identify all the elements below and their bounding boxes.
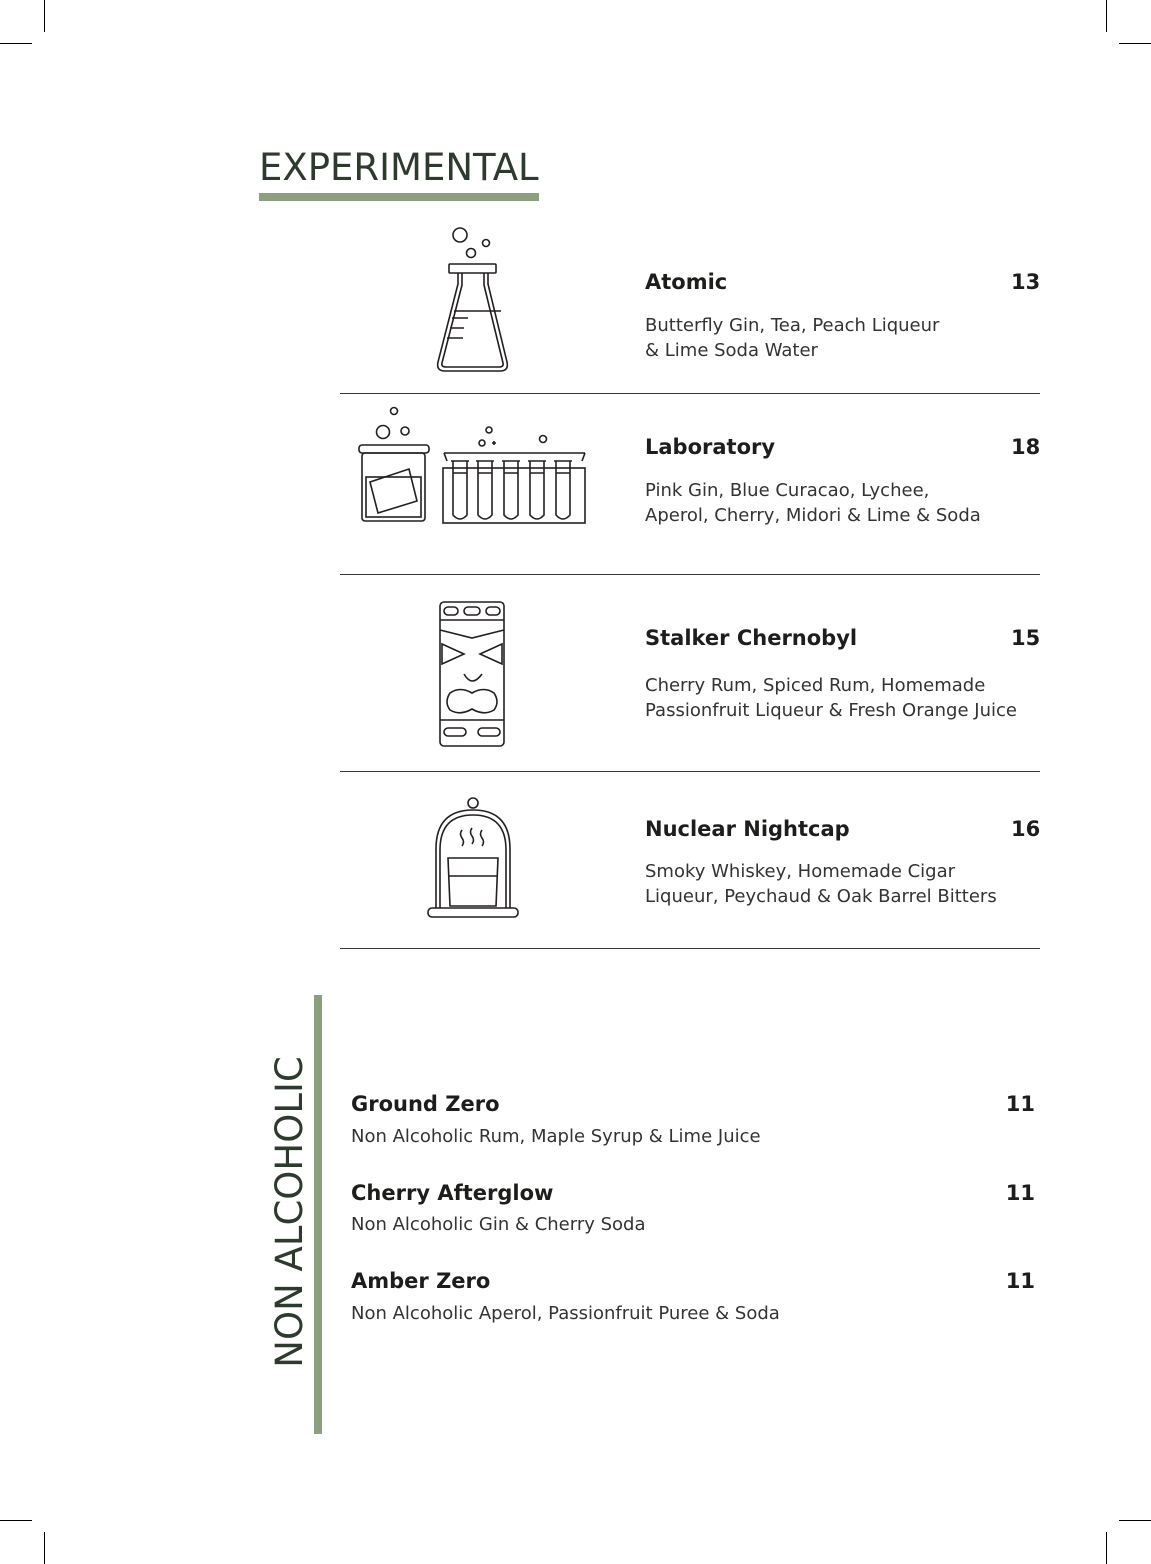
item-price-stalker-chernobyl: 15 — [1011, 626, 1041, 650]
item-desc-laboratory — [645, 478, 981, 528]
item-desc-line: & Lime Soda Water — [645, 340, 818, 361]
item-desc-ground-zero: Non Alcoholic Rum, Maple Syrup & Lime Juice — [351, 1126, 761, 1147]
crop-mark — [1106, 0, 1107, 32]
item-desc-line: Butterfly Gin, Tea, Peach Liqueur — [645, 315, 940, 336]
section-title-experimental: EXPERIMENTAL — [259, 146, 539, 189]
item-price-nuclear-nightcap: 16 — [1011, 817, 1041, 841]
item-desc-line: Liqueur, Peychaud & Oak Barrel Bitters — [645, 886, 997, 907]
item-price-amber-zero: 11 — [1005, 1269, 1035, 1293]
item-name-cherry-afterglow: Cherry Afterglow — [351, 1181, 554, 1205]
crop-mark — [0, 43, 32, 44]
crop-mark — [1119, 43, 1151, 44]
flask-icon — [430, 222, 520, 377]
item-price-ground-zero: 11 — [1005, 1092, 1035, 1116]
section-accent-bar — [314, 995, 322, 1434]
item-desc-cherry-afterglow: Non Alcoholic Gin & Cherry Soda — [351, 1214, 646, 1235]
item-desc-line: Passionfruit Liqueur & Fresh Orange Juice — [645, 700, 1017, 721]
item-name-laboratory: Laboratory — [645, 435, 776, 459]
item-desc-stalker-chernobyl — [645, 673, 1017, 723]
section-title-non-alcoholic: NON ALCOHOLIC — [268, 1056, 311, 1368]
item-name-stalker-chernobyl: Stalker Chernobyl — [645, 626, 858, 650]
crop-mark — [44, 0, 45, 32]
item-desc-line: Smoky Whiskey, Homemade Cigar — [645, 861, 956, 882]
item-desc-line: Cherry Rum, Spiced Rum, Homemade — [645, 675, 986, 696]
item-name-ground-zero: Ground Zero — [351, 1092, 500, 1116]
item-desc-nuclear-nightcap — [645, 859, 997, 909]
row-divider — [340, 948, 1040, 949]
crop-mark — [44, 1532, 45, 1564]
item-price-atomic: 13 — [1011, 270, 1041, 294]
item-name-atomic: Atomic — [645, 270, 728, 294]
item-desc-line: Aperol, Cherry, Midori & Lime & Soda — [645, 505, 981, 526]
item-price-cherry-afterglow: 11 — [1005, 1181, 1035, 1205]
crop-mark — [0, 1520, 32, 1521]
row-divider — [340, 574, 1040, 575]
item-name-nuclear-nightcap: Nuclear Nightcap — [645, 817, 850, 841]
crop-mark — [1119, 1520, 1151, 1521]
test-tubes-icon — [356, 403, 590, 528]
item-price-laboratory: 18 — [1011, 435, 1041, 459]
tiki-mug-icon — [436, 598, 510, 750]
crop-mark — [1106, 1532, 1107, 1564]
item-name-amber-zero: Amber Zero — [351, 1269, 491, 1293]
item-desc-amber-zero: Non Alcoholic Aperol, Passionfruit Puree & Soda — [351, 1303, 780, 1324]
item-desc-atomic — [645, 313, 939, 363]
section-title-underline — [259, 193, 539, 201]
row-divider — [340, 771, 1040, 772]
cloche-glass-icon — [424, 794, 522, 922]
item-desc-line: Pink Gin, Blue Curacao, Lychee, — [645, 480, 930, 501]
row-divider — [340, 393, 1040, 394]
